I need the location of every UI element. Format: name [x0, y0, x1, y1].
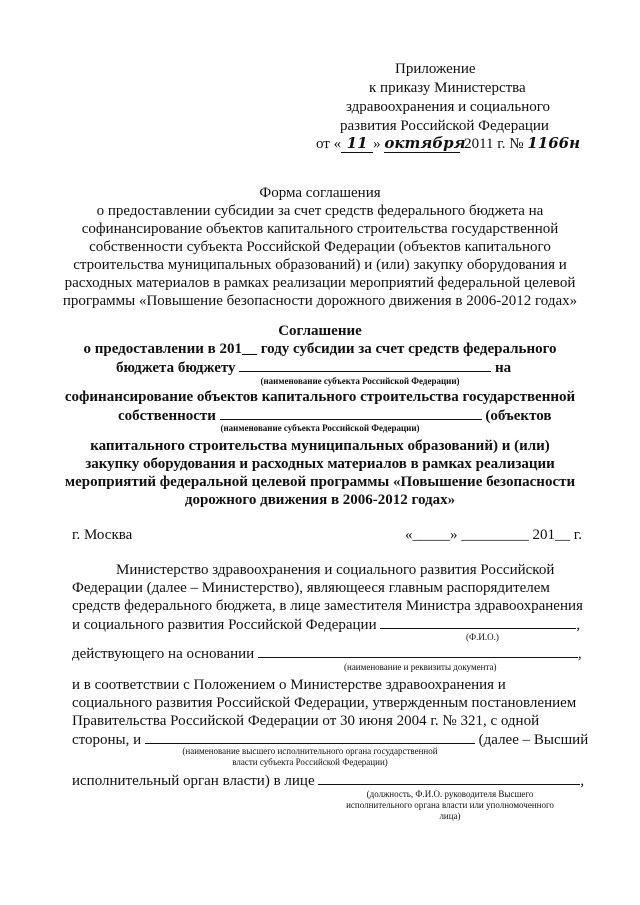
- agreement-line-2-end: на: [495, 360, 512, 376]
- subject-name-blank[interactable]: [239, 358, 491, 372]
- p2-line-4-end: (далее – Высший: [478, 732, 589, 748]
- document-blank[interactable]: [258, 644, 578, 658]
- date-mid: »: [373, 136, 381, 152]
- agreement-line-8: дорожного движения в 2006-2012 годах»: [184, 492, 456, 508]
- caption-position-3: лица): [439, 811, 461, 821]
- caption-subject-2: (наименование субъекта Российской Федерации): [220, 423, 420, 433]
- p2-line-1: и в соответствии с Положением о Министерстве здравоохранения и: [72, 677, 506, 693]
- appendix-date-line: [316, 134, 580, 153]
- agreement-line-2: [116, 358, 511, 377]
- caption-document: (наименование и реквизиты документа): [344, 662, 497, 672]
- date-year: 2011 г. №: [464, 136, 524, 152]
- date-prefix: от «: [316, 136, 342, 152]
- date-month: октября: [384, 134, 466, 152]
- form-title-line-2: софинансирование объектов капитального строительства государственной: [81, 221, 559, 237]
- order-number: 1166н: [527, 134, 581, 152]
- form-title-line-1: о предоставлении субсидии за счет средств федерального бюджета на: [96, 203, 544, 219]
- city: г. Москва: [72, 527, 133, 543]
- caption-org-1: (наименование высшего исполнительного органа государственной: [182, 746, 438, 756]
- form-title-line-3: собственности субъекта Российской Федерации (объектов капитального: [89, 239, 551, 255]
- p1-line-2: Федерации (далее – Министерство), являющееся главным распорядителем: [72, 580, 550, 596]
- appendix-line-1: Приложение: [395, 61, 476, 77]
- agreement-line-2-start: бюджета бюджету: [116, 360, 236, 376]
- p2-line-4-start: стороны, и: [72, 732, 142, 748]
- form-title-line-6: программы «Повышение безопасности дорожного движения в 2006-2012 годах»: [62, 293, 578, 309]
- p2-line-3: Правительства Российской Федерации от 30 июня 2004 г. № 321, с одной: [72, 713, 540, 729]
- form-title-line-4: строительства муниципальных образований) и (или) закупку оборудования и: [73, 257, 567, 273]
- subject-name-blank-2[interactable]: [220, 406, 482, 420]
- agreement-line-6: закупку оборудования и расходных материалов в рамках реализации: [85, 456, 555, 472]
- appendix-line-4: развития Российской Федерации: [340, 118, 549, 134]
- p1-line-5-text: действующего на основании: [72, 646, 255, 662]
- p2-line-5-text: исполнительный орган власти) в лице: [72, 773, 315, 789]
- p2-line-5: исполнительный орган власти) в лице ,: [72, 773, 585, 789]
- agreement-line-7: мероприятий федеральной целевой программы «Повышение безопасности: [64, 474, 576, 490]
- appendix-line-3: здравоохранения и социального: [346, 99, 551, 115]
- p1-line-1: Министерство здравоохранения и социального развития Российской: [116, 562, 555, 578]
- appendix-line-2: к приказу Министерства: [369, 80, 526, 96]
- agreement-line-1: о предоставлении в 201__ году субсидии за счет средств федерального: [83, 341, 557, 357]
- head-person-blank[interactable]: [318, 771, 580, 785]
- agreement-line-5: капитального строительства муниципальных образований) и (или): [90, 438, 550, 454]
- caption-fio: (Ф.И.О.): [466, 632, 499, 642]
- date-day: 11: [341, 134, 373, 153]
- caption-position-2: исполнительного органа власти или уполномоченного: [346, 800, 554, 810]
- deputy-minister-blank[interactable]: [380, 615, 576, 629]
- agreement-date: «_____» _________ 201__ г.: [405, 527, 582, 543]
- caption-subject-1: (наименование субъекта Российской Федерации): [260, 376, 460, 386]
- p2-line-2: социального развития Российской Федерации, утвержденным постановлением: [72, 695, 577, 711]
- agreement-heading: Соглашение: [278, 323, 362, 339]
- p1-line-3: средств федерального бюджета, в лице заместителя Министра здравоохранения: [72, 598, 583, 614]
- form-title-line-5: расходных материалов в рамках реализации мероприятий федеральной целевой: [64, 275, 576, 291]
- p1-line-4: и социального развития Российской Федерации ,: [72, 617, 581, 633]
- executive-body-blank[interactable]: [145, 730, 475, 744]
- p1-line-5: действующего на основании ,: [72, 646, 582, 662]
- caption-org-2: власти субъекта Российской Федерации): [232, 757, 388, 767]
- caption-position-1: (должность, Ф.И.О. руководителя Высшего: [366, 789, 534, 799]
- agreement-line-4-start: собственности: [118, 408, 216, 424]
- form-heading: Форма соглашения: [259, 185, 381, 201]
- agreement-line-3: софинансирование объектов капитального строительства государственной: [64, 389, 576, 405]
- p1-line-4-text: и социального развития Российской Федерации: [72, 617, 377, 633]
- agreement-line-4-end: (объектов: [485, 408, 552, 424]
